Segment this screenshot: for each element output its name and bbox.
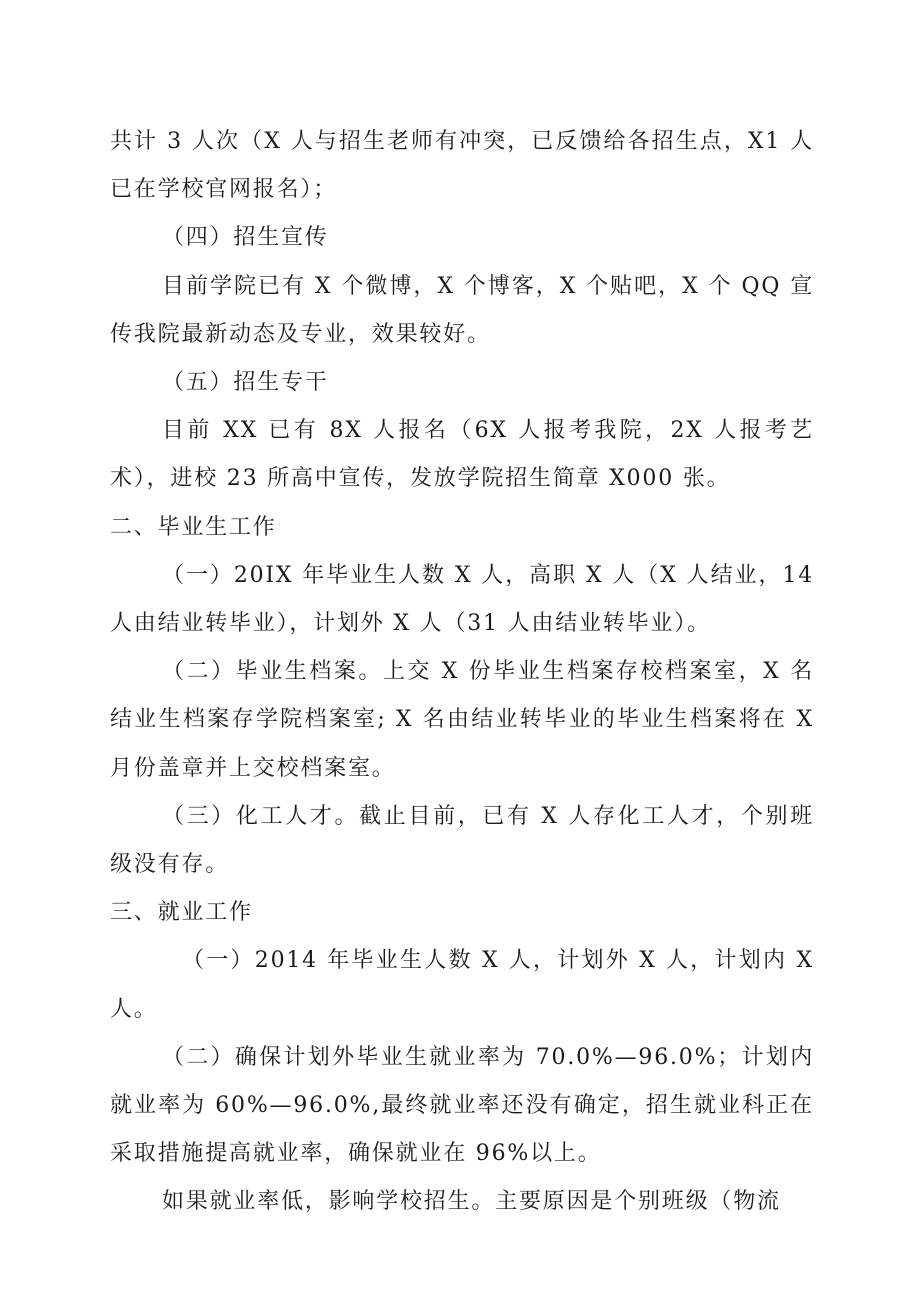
paragraph-employment-count: （一）2014 年毕业生人数 X 人，计划外 X 人，计划内 X 人。 [110, 948, 814, 1022]
paragraph-staff-registrations: 目前 XX 已有 8X 人报名（6X 人报考我院，2X 人报考艺术），进校 23 所高中宣传，发放学院招生简章 X000 张。 [110, 418, 814, 492]
subheading-recruitment-publicity: （四）招生宣传 [162, 225, 329, 251]
paragraph-graduate-count: （一）20IX 年毕业生人数 X 人，高职 X 人（X 人结业，14 人由结业转毕业），计划外 X 人（31 人由结业转毕业）。 [110, 562, 814, 637]
document-page [110, 118, 814, 1227]
section-heading-employment-work: 三、就业工作 [110, 900, 253, 926]
paragraph-publicity-channels: 目前学院已有 X 个微博，X 个博客，X 个贴吧，X 个 QQ 宣传我院最新动态及专业，效果较好。 [110, 273, 814, 347]
paragraph-low-employment-impact: 如果就业率低，影响学校招生。主要原因是个别班级（物流 [162, 1189, 781, 1215]
section-heading-graduate-work: 二、毕业生工作 [110, 514, 277, 540]
paragraph-graduate-archives: （二）毕业生档案。上交 X 份毕业生档案存校档案室，X 名结业生档案存学院档案室; X 名由结业转毕业的毕业生档案将在 X 月份盖章并上交校档案室。 [110, 659, 814, 781]
paragraph-chemical-talent: （三）化工人才。截止目前，已有 X 人存化工人才，个别班级没有存。 [110, 803, 814, 878]
paragraph-registration-conflicts: 共计 3 人次（X 人与招生老师有冲突，已反馈给各招生点，X1 人已在学校官网报名）； [110, 129, 814, 203]
subheading-recruitment-staff: （五）招生专干 [162, 370, 329, 396]
paragraph-employment-rate: （二）确保计划外毕业生就业率为 70.0%—96.0%；计划内就业率为 60%—96.0%,最终就业率还没有确定，招生就业科正在采取措施提高就业率，确保就业在 96%以上。 [110, 1044, 814, 1167]
